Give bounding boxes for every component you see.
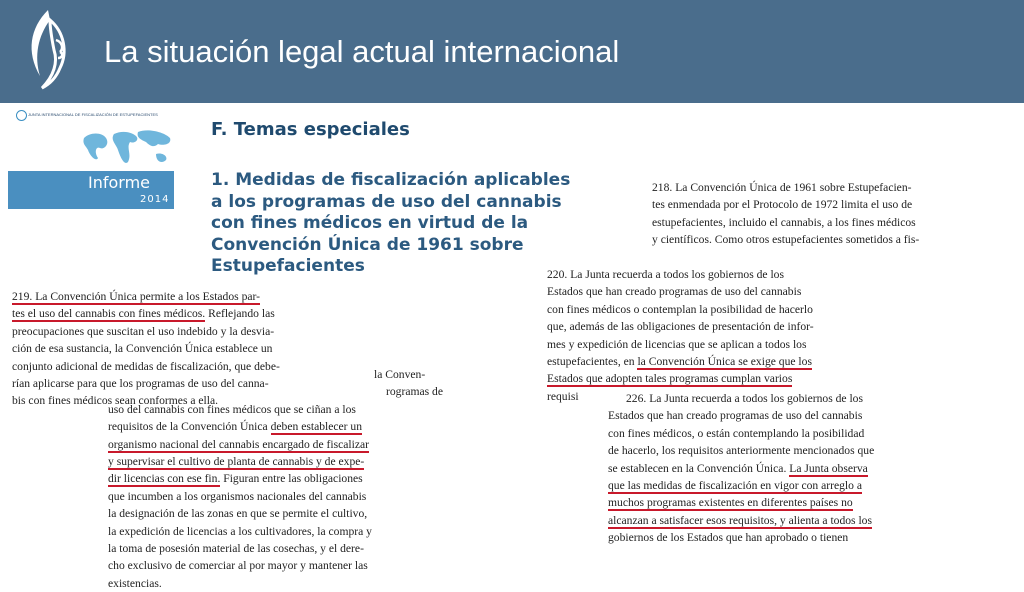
subheading-line: 1. Medidas de fiscalización aplicables — [211, 170, 571, 190]
text-line: Estados que adopten tales programas cumplan varios — [547, 372, 793, 386]
text-line: conjunto adicional de medidas de fiscalización, que debe- — [12, 359, 280, 373]
text-line: y científicos. Como otros estupefacientes sometidos a fis- — [652, 233, 920, 247]
paragraph-218 — [652, 179, 919, 249]
text-line: organismo nacional del cannabis encargado de fiscalizar — [108, 437, 369, 451]
report-year: 2014 — [140, 194, 170, 205]
text-line: y supervisar el cultivo de planta de cannabis y de expe- — [108, 454, 365, 468]
subheading-line: Estupefacientes — [211, 256, 365, 277]
text-line: ción de esa sustancia, la Convención Única establece un — [12, 342, 273, 356]
text-line: la toma de posesión material de las cosechas, y el dere- — [108, 541, 364, 555]
paragraph-219-clip — [8, 284, 370, 408]
text-line: rogramas de — [386, 385, 443, 399]
paragraph-226 — [608, 390, 874, 547]
text-line: Estados que han creado programas de uso del cannabis — [608, 409, 863, 423]
subheading-line: con fines médicos en virtud de la — [211, 213, 529, 234]
text-line: que las medidas de fiscalización en vigor con arreglo a — [608, 478, 862, 492]
text-line: 219. La Convención Única permite a los Estados par- — [12, 290, 260, 303]
subheading-line: Convención Única de 1961 sobre — [211, 234, 524, 255]
text-line: de hacerlo, los requisitos anteriormente mencionados que — [608, 444, 875, 458]
section-subheading — [211, 170, 570, 278]
text-line: con fines médicos, o están contemplando la posibilidad — [608, 426, 865, 440]
text-line: requisi — [547, 389, 579, 403]
org-name: JUNTA INTERNACIONAL DE FISCALIZACIÓN DE ESTUPEFACIENTES — [28, 112, 158, 117]
text-line: 220. La Junta recuerda a todos los gobiernos de los — [547, 268, 784, 281]
paragraph-218-clip — [648, 176, 1010, 247]
text-line: que incumben a los organismos nacionales del cannabis — [108, 489, 367, 503]
text-line: gobiernos de los Estados que han aprobado o tienen — [608, 531, 849, 545]
un-emblem-icon — [16, 110, 27, 121]
text-line: cho exclusivo de comerciar al por mayor y mantener las — [108, 559, 368, 573]
text-line: tes el uso del cannabis con fines médicos. Reflejando las — [12, 307, 275, 321]
paragraph-226-clip — [604, 388, 976, 545]
text-line: tes enmendada por el Protocolo de 1972 limita el uso de — [652, 198, 913, 212]
text-line: rían aplicarse para que los programas de uso del canna- — [12, 376, 269, 390]
text-line: que, además de las obligaciones de presentación de infor- — [547, 320, 814, 334]
text-line: 218. La Convención Única de 1961 sobre Estupefacien- — [652, 181, 912, 194]
text-line: bis con fines médicos sean conformes a ella. — [12, 394, 219, 408]
text-line: uso del cannabis con fines médicos que se ciñan a los — [108, 402, 356, 416]
text-line: muchos programas existentes en diferentes países no — [608, 496, 853, 510]
text-line: con fines médicos o contemplan la posibilidad de hacerlo — [547, 302, 813, 316]
paragraph-219 — [12, 288, 280, 410]
text-line: se establecen en la Convención Única. La Junta observa — [608, 461, 868, 475]
text-line: dir licencias con ese fin. Figuran entre las obligaciones — [108, 472, 363, 486]
section-heading: F. Temas especiales — [211, 119, 410, 140]
text-line: Estados que han creado programas de uso del cannabis — [547, 285, 802, 299]
text-line: requisitos de la Convención Única deben establecer un — [108, 420, 363, 434]
title-bar — [0, 0, 1024, 103]
paragraph-220 — [547, 266, 814, 405]
text-line: preocupaciones que suscitan el uso indebido y la desvia- — [12, 324, 275, 338]
text-line: alcanzan a satisfacer esos requisitos, y alienta a todos los — [608, 513, 872, 527]
report-informe-label: Informe — [88, 173, 151, 192]
text-line: existencias. — [108, 576, 162, 590]
leaf-face-logo-icon — [20, 6, 76, 90]
subheading-line: a los programas de uso del cannabis — [211, 191, 562, 212]
text-line: estupefacientes, en la Convención Única se exige que los — [547, 354, 812, 368]
text-line: 226. La Junta recuerda a todos los gobiernos de los — [626, 392, 863, 405]
world-map-icon — [80, 126, 174, 170]
text-line: mes y expedición de licencias que se aplican a todos los — [547, 337, 807, 351]
text-line: estupefacientes, incluido el cannabis, a los fines médicos — [652, 215, 916, 229]
slide-title: La situación legal actual internacional — [104, 34, 620, 69]
text-line: la expedición de licencias a los cultivadores, la compra y — [108, 524, 372, 538]
text-line: la designación de las zonas en que se permite el cultivo, — [108, 507, 368, 521]
text-line: la Conven- — [374, 368, 426, 381]
